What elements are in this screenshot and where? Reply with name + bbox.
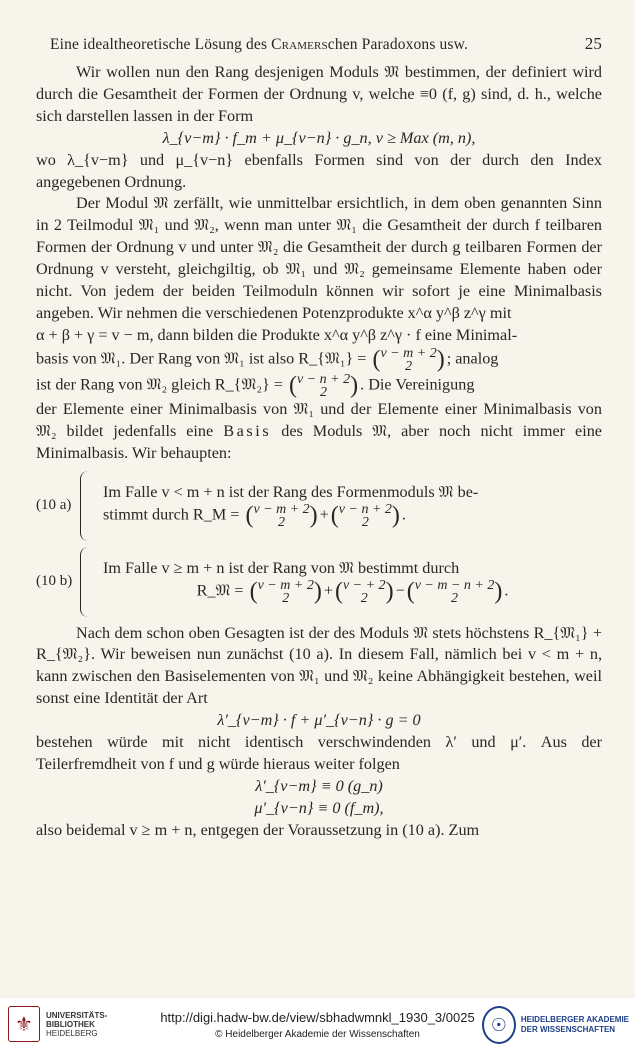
left-brace — [80, 547, 95, 617]
paragraph-5: bestehen würde mit nicht identisch verschwindenden λ′ und μ′. Aus der Teilerfremdheit von f und g würde hieraus weiter folgen — [36, 733, 602, 773]
binomial: (v − n + 2 2 ) — [288, 371, 359, 400]
paragraph-3-rank1: basis von 𝔐₁. Der Rang von 𝔐₁ ist also R_{𝔐₁} = (v − m + 2 2 ) ; analog — [36, 345, 499, 374]
header-title: Eine idealtheoretische Lösung des Cramerschen Paradoxons usw. — [50, 36, 468, 53]
binomial: (v − + 2 2 ) — [334, 578, 394, 607]
binomial: (v − n + 2 2 ) — [330, 502, 400, 531]
page-number: 25 — [584, 34, 602, 53]
binomial: (v − m + 2 2 ) — [249, 578, 322, 607]
equation-1: λ_{v−m} · f_m + μ_{v−n} · g_n, v ≥ Max (m, n), — [162, 128, 476, 147]
footer-bar — [0, 998, 635, 1047]
equation-2: λ′_{v−m} · f + μ′_{v−n} · g = 0 — [217, 711, 421, 730]
case-10a: (10 a) Im Falle v < m + n ist der Rang des Formenmoduls 𝔐 be- stimmt durch R_M = (v − m + 2 2 ) +(v − n + 2 2 ) . — [36, 471, 602, 541]
library-crest-icon: ⚜ — [8, 1006, 40, 1042]
academy-emblem-icon: ☉ — [482, 1006, 516, 1044]
paragraph-2: wo λ_{v−m} und μ_{v−n} ebenfalls Formen sind von der durch den Index angegebenen Ordnung. — [36, 150, 602, 191]
permalink-url[interactable]: http://digi.hadw-bw.de/view/sbhadwmnkl_1930_3/0025 — [160, 1010, 475, 1025]
case-label: (10 b) — [36, 572, 73, 589]
copyright-notice: © Heidelberger Akademie der Wissenschaften — [215, 1029, 420, 1040]
equation-3: λ′_{v−m} ≡ 0 (g_n) — [255, 776, 383, 795]
running-header — [50, 34, 602, 54]
binomial: (v − m + 2 2 ) — [245, 502, 318, 531]
paragraph-6: also beidemal v ≥ m + n, entgegen der Voraussetzung in (10 a). Zum — [36, 820, 480, 839]
case-label: (10 a) — [36, 496, 72, 513]
paragraph-4: Nach dem schon oben Gesagten ist der des Moduls 𝔐 stets höchstens R_{𝔐₁} + R_{𝔐₂}. Wir beweisen nun zunächst (10 a). In diesem Fall, nämlich bei v < m + n, kann zwischen den Basiselementen von 𝔐₁ und 𝔐₂ keine Abhängigkeit bestehen, weil sonst eine Identität der Art — [36, 623, 602, 708]
paragraph-3: Der Modul 𝔐 zerfällt, wie unmittelbar ersichtlich, in dem oben genannten Sinn in 2 Teilmodul 𝔐₁ und 𝔐₂, wenn man unter 𝔐₁ die Gesamtheit der durch f teilbaren Formen der Ordnung v und unter 𝔐₂ die Gesamtheit der durch g teilbaren Formen der Ordnung v versteht, gleichgiltig, ob 𝔐₁ und 𝔐₂ gemeinsame Elemente haben oder nicht. Von jedem der beiden Teilmoduln können wir sofort je eine Minimalbasis angeben. Wir nehmen die verschiedenen Potenzprodukte x^α y^β z^γ mit — [36, 194, 602, 322]
paragraph-3-line: α + β + γ = v − m, dann bilden die Produkte x^α y^β z^γ · f eine Minimal- — [36, 325, 518, 344]
binomial: (v − m + 2 2 ) — [372, 345, 445, 374]
equation-4: μ′_{v−n} ≡ 0 (f_m), — [254, 798, 384, 817]
paragraph-3-rank2: ist der Rang von 𝔐₂ gleich R_{𝔐₂} = (v − n + 2 2 ) . Die Vereinigung — [36, 371, 475, 400]
university-library-logo[interactable]: ⚜ UNIVERSITÄTS- BIBLIOTHEK HEIDELBERG — [8, 1006, 107, 1042]
page-body — [36, 62, 602, 842]
left-brace — [80, 471, 95, 541]
academy-logo[interactable]: ☉ HEIDELBERGER AKADEMIE DER WISSENSCHAFTEN — [482, 1006, 629, 1044]
paragraph-3-end: der Elemente einer Minimalbasis von 𝔐₁ und der Elemente einer Minimalbasis von 𝔐₂ bildet jedenfalls eine Basis des Moduls 𝔐, aber noch nicht immer eine Minimalbasis. Wir behaupten: — [36, 399, 602, 462]
case-10b: (10 b) Im Falle v ≥ m + n ist der Rang von 𝔐 bestimmt durch R_𝔐 = (v − m + 2 2 ) +(v − + 2 2 ) −(v − m − n + 2 2 ) . — [36, 547, 602, 617]
binomial: (v − m − n + 2 2 ) — [406, 578, 503, 607]
paragraph-1: Wir wollen nun den Rang desjenigen Moduls 𝔐 bestimmen, der definiert wird durch die Gesamtheit der Formen der Ordnung v, welche ≡0 (f, g) sind, d. h., welche sich darstellen lassen in der Form — [36, 63, 602, 125]
